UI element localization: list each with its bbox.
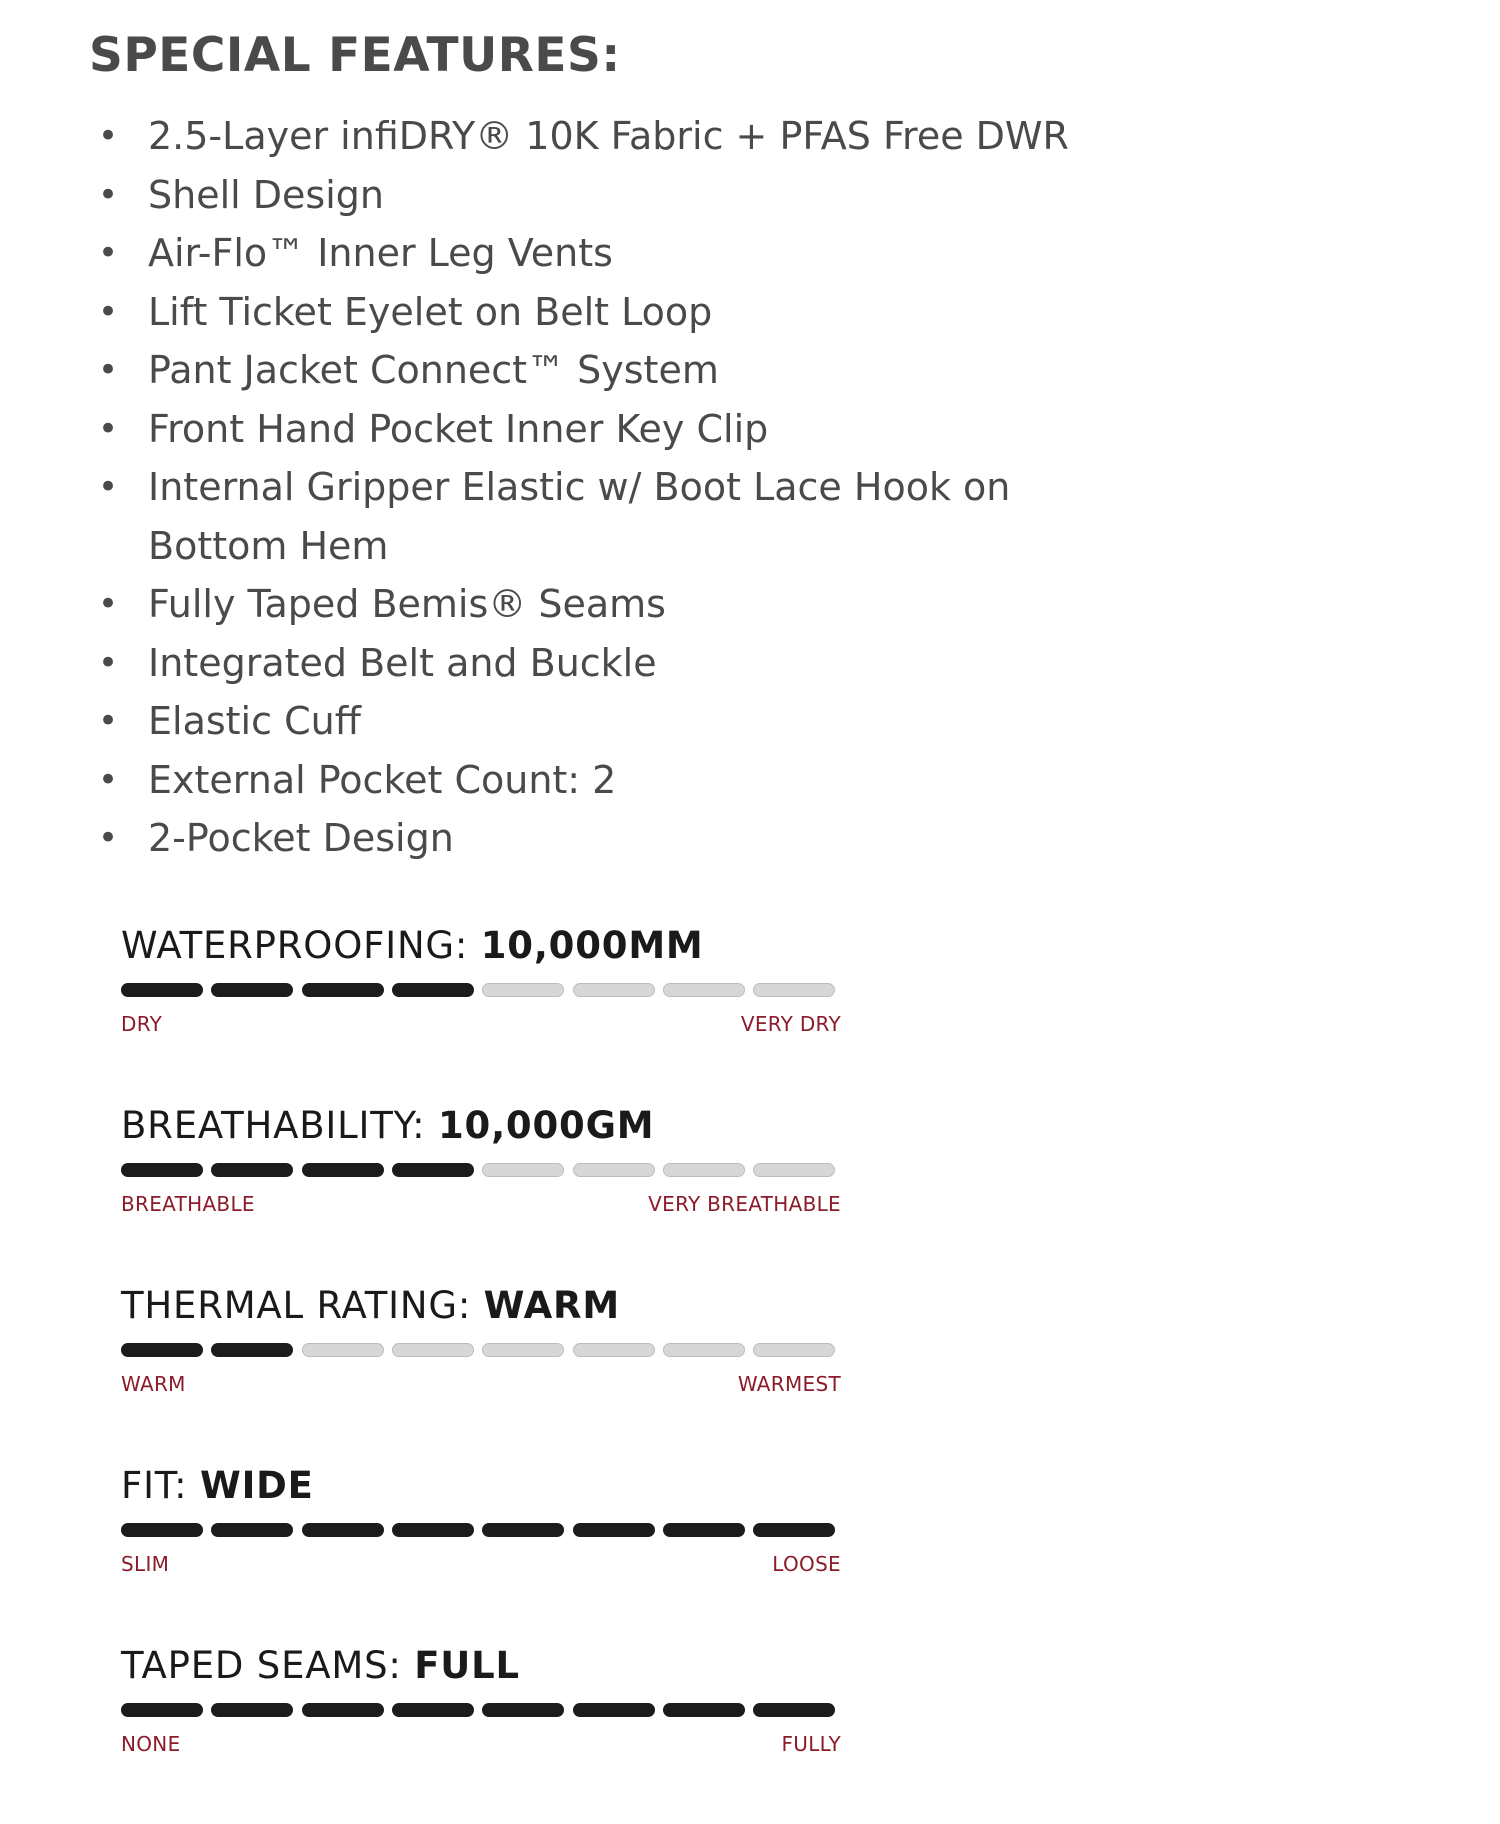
special-features-heading: SPECIAL FEATURES:	[89, 28, 621, 83]
rating-title	[121, 1104, 654, 1148]
rating-segment-empty	[753, 983, 835, 997]
ratings-section	[121, 924, 841, 1824]
rating-segment-empty	[482, 1343, 564, 1357]
rating-scale-low-label: DRY	[121, 1012, 163, 1036]
rating-segment-filled	[392, 1523, 474, 1537]
rating-segment-filled	[302, 1703, 384, 1717]
rating-value: WIDE	[199, 1464, 314, 1507]
rating-block	[121, 1284, 841, 1464]
bullet-icon: •	[98, 116, 119, 156]
bullet-icon: •	[98, 642, 119, 683]
rating-segment-filled	[211, 983, 293, 997]
rating-scale-high-label: WARMEST	[737, 1372, 841, 1396]
rating-segment-filled	[211, 1343, 293, 1357]
rating-segment-filled	[663, 1703, 745, 1717]
rating-bar	[121, 1343, 841, 1357]
rating-bar	[121, 1163, 841, 1177]
rating-segment-empty	[753, 1343, 835, 1357]
rating-segment-filled	[392, 1163, 474, 1177]
feature-list-item	[96, 400, 1156, 459]
rating-segment-filled	[121, 1523, 203, 1537]
rating-segment-filled	[121, 983, 203, 997]
rating-segment-filled	[302, 983, 384, 997]
rating-segment-empty	[302, 1343, 384, 1357]
rating-scale-low-label: NONE	[121, 1732, 181, 1756]
rating-segment-filled	[392, 983, 474, 997]
rating-segment-empty	[573, 1163, 655, 1177]
rating-bar	[121, 1703, 841, 1717]
rating-bar	[121, 983, 841, 997]
rating-segment-empty	[573, 983, 655, 997]
rating-block	[121, 1104, 841, 1284]
rating-block	[121, 1464, 841, 1644]
rating-value: 10,000MM	[480, 924, 704, 967]
feature-text: 2-Pocket Design	[148, 816, 454, 860]
feature-text: Air-Flo™ Inner Leg Vents	[148, 231, 613, 275]
rating-value: 10,000GM	[437, 1104, 655, 1147]
rating-segment-filled	[121, 1703, 203, 1717]
rating-scale-low-label: BREATHABLE	[121, 1192, 255, 1216]
feature-list-item	[96, 283, 1156, 342]
rating-segment-empty	[663, 1343, 745, 1357]
feature-list-item	[96, 107, 1156, 166]
bullet-icon: •	[98, 701, 119, 741]
feature-text: External Pocket Count: 2	[148, 757, 617, 802]
special-features-list	[96, 107, 1156, 868]
rating-title	[121, 1644, 520, 1688]
rating-segment-empty	[753, 1163, 835, 1177]
rating-segment-filled	[482, 1523, 564, 1537]
rating-scale-high-label: VERY DRY	[740, 1012, 841, 1036]
feature-list-item	[96, 751, 1156, 810]
rating-segment-filled	[121, 1163, 203, 1177]
feature-text: Front Hand Pocket Inner Key Clip	[148, 406, 769, 451]
rating-label: FIT:	[121, 1464, 200, 1507]
bullet-icon: •	[98, 759, 119, 800]
rating-segment-empty	[573, 1343, 655, 1357]
rating-scale-high-label: LOOSE	[772, 1552, 841, 1576]
rating-label: THERMAL RATING:	[121, 1284, 484, 1327]
rating-label: TAPED SEAMS:	[121, 1644, 415, 1687]
bullet-icon: •	[98, 467, 119, 507]
rating-value: WARM	[483, 1284, 620, 1327]
bullet-icon: •	[98, 174, 119, 215]
rating-scale-low-label: SLIM	[121, 1552, 170, 1576]
rating-segment-filled	[302, 1523, 384, 1537]
bullet-icon: •	[98, 584, 119, 624]
rating-value: FULL	[414, 1644, 520, 1687]
feature-text: Internal Gripper Elastic w/ Boot Lace Hook on Bottom Hem	[148, 465, 1011, 568]
rating-segment-filled	[663, 1523, 745, 1537]
rating-segment-filled	[753, 1523, 835, 1537]
bullet-icon: •	[98, 291, 119, 332]
feature-list-item	[96, 692, 1156, 751]
rating-segment-empty	[482, 1163, 564, 1177]
rating-segment-filled	[753, 1703, 835, 1717]
bullet-icon: •	[98, 350, 119, 390]
rating-segment-filled	[121, 1343, 203, 1357]
rating-label: WATERPROOFING:	[121, 924, 481, 967]
rating-label: BREATHABILITY:	[121, 1104, 438, 1147]
rating-segment-filled	[573, 1703, 655, 1717]
rating-segment-empty	[482, 983, 564, 997]
bullet-icon: •	[98, 818, 119, 858]
rating-title	[121, 1284, 620, 1328]
rating-segment-filled	[211, 1163, 293, 1177]
feature-list-item	[96, 341, 1156, 400]
bullet-icon: •	[98, 233, 119, 273]
feature-text: Elastic Cuff	[148, 699, 361, 743]
rating-segment-filled	[211, 1523, 293, 1537]
rating-block	[121, 924, 841, 1104]
rating-segment-filled	[302, 1163, 384, 1177]
feature-text: 2.5-Layer infiDRY® 10K Fabric + PFAS Free DWR	[148, 114, 1069, 158]
rating-block	[121, 1644, 841, 1824]
feature-list-item	[96, 166, 1156, 225]
feature-list-item	[96, 575, 1156, 634]
feature-list-item	[96, 634, 1156, 693]
feature-text: Integrated Belt and Buckle	[148, 640, 657, 685]
rating-title	[121, 1464, 314, 1508]
feature-list-item	[96, 224, 1156, 283]
feature-list-item	[96, 809, 1156, 868]
rating-scale-high-label: FULLY	[781, 1732, 841, 1756]
rating-segment-empty	[663, 1163, 745, 1177]
bullet-icon: •	[98, 408, 119, 449]
rating-title	[121, 924, 704, 968]
feature-text: Fully Taped Bemis® Seams	[148, 582, 666, 626]
rating-segment-filled	[392, 1703, 474, 1717]
rating-segment-filled	[573, 1523, 655, 1537]
rating-scale-low-label: WARM	[121, 1372, 186, 1396]
rating-segment-empty	[663, 983, 745, 997]
feature-list-item	[96, 458, 1156, 575]
rating-bar	[121, 1523, 841, 1537]
rating-segment-filled	[211, 1703, 293, 1717]
rating-segment-filled	[482, 1703, 564, 1717]
feature-text: Pant Jacket Connect™ System	[148, 348, 719, 392]
rating-scale-high-label: VERY BREATHABLE	[648, 1192, 841, 1216]
rating-segment-empty	[392, 1343, 474, 1357]
feature-text: Shell Design	[148, 172, 384, 217]
feature-text: Lift Ticket Eyelet on Belt Loop	[148, 289, 713, 334]
